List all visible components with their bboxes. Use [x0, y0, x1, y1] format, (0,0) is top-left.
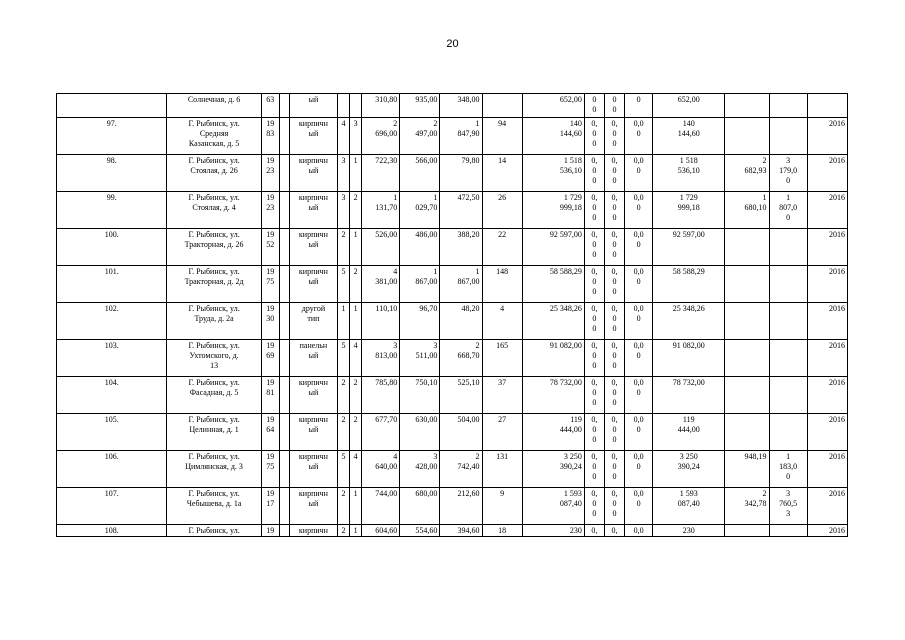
- cell-area-other: 1 847,90: [440, 118, 482, 155]
- table-row: [57, 155, 848, 192]
- cell-floors: 3: [338, 192, 350, 229]
- cell-blank1: [279, 266, 289, 303]
- cell-v1: 1 680,10: [725, 192, 769, 229]
- cell-residents: 14: [482, 155, 522, 192]
- cell-cost-total: 3 250 390,24: [522, 451, 584, 488]
- cell-f3: 0,0 0: [625, 451, 653, 488]
- cell-residents: 9: [482, 488, 522, 525]
- cell-entrances: [350, 94, 362, 118]
- cell-f3: 0,0 0: [625, 340, 653, 377]
- cell-residents: 148: [482, 266, 522, 303]
- cell-material: кирпичн ый: [289, 451, 337, 488]
- cell-address: Г. Рыбинск, ул. Ухтомского, д. 13: [167, 340, 261, 377]
- cell-floors: [338, 94, 350, 118]
- cell-residents: 18: [482, 525, 522, 537]
- cell-area-other: 525,10: [440, 377, 482, 414]
- cell-f1: 0 0: [584, 94, 604, 118]
- cell-v1: 2 342,78: [725, 488, 769, 525]
- table-row: [57, 414, 848, 451]
- cell-year: 63: [261, 94, 279, 118]
- cell-area-other: 48,20: [440, 303, 482, 340]
- cell-address: Солнечная, д. 6: [167, 94, 261, 118]
- cell-f2: 0, 0 0: [604, 377, 624, 414]
- cell-address: Г. Рыбинск, ул. Целинная, д. 1: [167, 414, 261, 451]
- cell-area-total: 744,00: [362, 488, 400, 525]
- table-row: [57, 488, 848, 525]
- cell-year: 19 17: [261, 488, 279, 525]
- cell-f1: 0, 0 0: [584, 340, 604, 377]
- cell-area-total: 110,10: [362, 303, 400, 340]
- cell-v2: [769, 525, 807, 537]
- cell-year-plan: 2016: [807, 377, 847, 414]
- cell-entrances: 3: [350, 118, 362, 155]
- cell-v2: 1 807,0 0: [769, 192, 807, 229]
- cell-residents: 165: [482, 340, 522, 377]
- cell-year-plan: 2016: [807, 414, 847, 451]
- cell-num: [57, 94, 167, 118]
- cell-cost-repair: 652,00: [653, 94, 725, 118]
- cell-material: кирпичн ый: [289, 155, 337, 192]
- cell-cost-repair: 1 518 536,10: [653, 155, 725, 192]
- cell-entrances: 1: [350, 525, 362, 537]
- cell-cost-total: 58 588,29: [522, 266, 584, 303]
- cell-residents: 94: [482, 118, 522, 155]
- cell-year: 19 23: [261, 155, 279, 192]
- cell-v1: 948,19: [725, 451, 769, 488]
- cell-v1: [725, 118, 769, 155]
- cell-cost-repair: 78 732,00: [653, 377, 725, 414]
- cell-cost-repair: 3 250 390,24: [653, 451, 725, 488]
- cell-residents: [482, 94, 522, 118]
- cell-blank1: [279, 155, 289, 192]
- cell-area-living: 566,00: [400, 155, 440, 192]
- cell-v1: [725, 377, 769, 414]
- cell-year-plan: 2016: [807, 229, 847, 266]
- cell-area-total: 604,60: [362, 525, 400, 537]
- cell-year: 19 81: [261, 377, 279, 414]
- table-body: [57, 94, 848, 537]
- cell-address: Г. Рыбинск, ул. Стоялая, д. 4: [167, 192, 261, 229]
- cell-residents: 37: [482, 377, 522, 414]
- cell-area-living: 630,00: [400, 414, 440, 451]
- cell-f2: 0, 0 0: [604, 155, 624, 192]
- cell-blank1: [279, 377, 289, 414]
- cell-entrances: 1: [350, 155, 362, 192]
- cell-entrances: 1: [350, 229, 362, 266]
- cell-year-plan: 2016: [807, 303, 847, 340]
- cell-floors: 1: [338, 303, 350, 340]
- cell-f2: 0, 0 0: [604, 118, 624, 155]
- cell-f2: 0,: [604, 525, 624, 537]
- cell-address: Г. Рыбинск, ул. Средняя Казанская, д. 5: [167, 118, 261, 155]
- cell-residents: 27: [482, 414, 522, 451]
- cell-cost-total: 1 593 087,40: [522, 488, 584, 525]
- cell-cost-total: 230: [522, 525, 584, 537]
- cell-v1: [725, 525, 769, 537]
- table-row: [57, 266, 848, 303]
- cell-blank1: [279, 303, 289, 340]
- cell-area-total: 722,30: [362, 155, 400, 192]
- cell-v2: 3 179,0 0: [769, 155, 807, 192]
- cell-year-plan: [807, 94, 847, 118]
- cell-f1: 0, 0 0: [584, 377, 604, 414]
- cell-area-other: 388,20: [440, 229, 482, 266]
- table-row: [57, 340, 848, 377]
- cell-address: Г. Рыбинск, ул. Фасадная, д. 5: [167, 377, 261, 414]
- cell-v2: [769, 377, 807, 414]
- cell-f1: 0, 0 0: [584, 155, 604, 192]
- cell-v2: [769, 94, 807, 118]
- cell-num: 101.: [57, 266, 167, 303]
- cell-area-other: 394,60: [440, 525, 482, 537]
- cell-blank1: [279, 525, 289, 537]
- cell-year: 19 23: [261, 192, 279, 229]
- table-row: [57, 192, 848, 229]
- cell-num: 106.: [57, 451, 167, 488]
- cell-cost-repair: 25 348,26: [653, 303, 725, 340]
- cell-year: 19 69: [261, 340, 279, 377]
- cell-year-plan: 2016: [807, 488, 847, 525]
- cell-material: кирпичн ый: [289, 192, 337, 229]
- cell-v2: [769, 229, 807, 266]
- cell-f1: 0, 0 0: [584, 118, 604, 155]
- cell-f1: 0, 0 0: [584, 229, 604, 266]
- cell-blank1: [279, 414, 289, 451]
- cell-address: Г. Рыбинск, ул. Стоялая, д. 26: [167, 155, 261, 192]
- cell-blank1: [279, 451, 289, 488]
- cell-year: 19: [261, 525, 279, 537]
- cell-f3: 0,0 0: [625, 155, 653, 192]
- cell-floors: 5: [338, 340, 350, 377]
- cell-num: 107.: [57, 488, 167, 525]
- cell-entrances: 1: [350, 488, 362, 525]
- cell-cost-repair: 58 588,29: [653, 266, 725, 303]
- cell-year-plan: 2016: [807, 340, 847, 377]
- cell-entrances: 2: [350, 266, 362, 303]
- cell-blank1: [279, 229, 289, 266]
- cell-residents: 22: [482, 229, 522, 266]
- cell-area-total: 785,80: [362, 377, 400, 414]
- cell-entrances: 4: [350, 451, 362, 488]
- cell-residents: 4: [482, 303, 522, 340]
- cell-v1: [725, 266, 769, 303]
- cell-f2: 0, 0 0: [604, 414, 624, 451]
- cell-f1: 0, 0 0: [584, 192, 604, 229]
- cell-cost-repair: 1 593 087,40: [653, 488, 725, 525]
- cell-blank1: [279, 340, 289, 377]
- cell-f1: 0, 0 0: [584, 266, 604, 303]
- cell-material: кирпичн ый: [289, 414, 337, 451]
- cell-f2: 0, 0 0: [604, 340, 624, 377]
- cell-area-living: 935,00: [400, 94, 440, 118]
- cell-v1: [725, 414, 769, 451]
- cell-year: 19 83: [261, 118, 279, 155]
- cell-f3: 0,0 0: [625, 118, 653, 155]
- cell-year-plan: 2016: [807, 525, 847, 537]
- table-row: [57, 525, 848, 537]
- cell-floors: 2: [338, 377, 350, 414]
- cell-area-other: 472,50: [440, 192, 482, 229]
- cell-f2: 0, 0 0: [604, 229, 624, 266]
- cell-blank1: [279, 192, 289, 229]
- cell-f1: 0,: [584, 525, 604, 537]
- cell-num: 103.: [57, 340, 167, 377]
- cell-address: Г. Рыбинск, ул.: [167, 525, 261, 537]
- cell-f3: 0,0 0: [625, 303, 653, 340]
- cell-v2: [769, 340, 807, 377]
- cell-floors: 5: [338, 451, 350, 488]
- cell-f3: 0: [625, 94, 653, 118]
- cell-year-plan: 2016: [807, 451, 847, 488]
- cell-cost-total: 1 518 536,10: [522, 155, 584, 192]
- cell-address: Г. Рыбинск, ул. Тракторная, д. 2д: [167, 266, 261, 303]
- cell-floors: 2: [338, 229, 350, 266]
- cell-year: 19 52: [261, 229, 279, 266]
- cell-year-plan: 2016: [807, 266, 847, 303]
- cell-entrances: 2: [350, 414, 362, 451]
- cell-cost-total: 119 444,00: [522, 414, 584, 451]
- cell-num: 98.: [57, 155, 167, 192]
- table-row: [57, 229, 848, 266]
- cell-num: 100.: [57, 229, 167, 266]
- cell-v2: 1 183,0 0: [769, 451, 807, 488]
- cell-f2: 0 0: [604, 94, 624, 118]
- cell-num: 97.: [57, 118, 167, 155]
- cell-area-total: 310,80: [362, 94, 400, 118]
- cell-material: кирпичн ый: [289, 229, 337, 266]
- table-row: [57, 94, 848, 118]
- cell-v1: [725, 303, 769, 340]
- cell-material: панельн ый: [289, 340, 337, 377]
- cell-v1: 2 682,93: [725, 155, 769, 192]
- cell-area-living: 750,10: [400, 377, 440, 414]
- cell-year-plan: 2016: [807, 192, 847, 229]
- cell-v2: 3 760,5 3: [769, 488, 807, 525]
- cell-area-living: 680,00: [400, 488, 440, 525]
- cell-area-other: 1 867,00: [440, 266, 482, 303]
- cell-f3: 0,0 0: [625, 266, 653, 303]
- cell-area-living: 1 029,70: [400, 192, 440, 229]
- cell-year-plan: 2016: [807, 118, 847, 155]
- cell-cost-repair: 1 729 999,18: [653, 192, 725, 229]
- table-row: [57, 303, 848, 340]
- cell-f1: 0, 0 0: [584, 488, 604, 525]
- cell-f3: 0,0: [625, 525, 653, 537]
- cell-material: другой тип: [289, 303, 337, 340]
- cell-floors: 2: [338, 414, 350, 451]
- cell-entrances: 2: [350, 192, 362, 229]
- cell-address: Г. Рыбинск, ул. Чебышева, д. 1а: [167, 488, 261, 525]
- cell-f3: 0,0 0: [625, 192, 653, 229]
- cell-cost-total: 78 732,00: [522, 377, 584, 414]
- cell-area-total: 4 381,00: [362, 266, 400, 303]
- cell-cost-repair: 92 597,00: [653, 229, 725, 266]
- cell-blank1: [279, 488, 289, 525]
- cell-entrances: 2: [350, 377, 362, 414]
- cell-cost-total: 652,00: [522, 94, 584, 118]
- cell-num: 99.: [57, 192, 167, 229]
- cell-area-total: 4 640,00: [362, 451, 400, 488]
- cell-material: кирпичн ый: [289, 488, 337, 525]
- cell-num: 104.: [57, 377, 167, 414]
- table-row: [57, 118, 848, 155]
- cell-cost-total: 25 348,26: [522, 303, 584, 340]
- cell-material: ый: [289, 94, 337, 118]
- cell-area-other: 504,00: [440, 414, 482, 451]
- cell-cost-total: 1 729 999,18: [522, 192, 584, 229]
- cell-area-total: 1 131,70: [362, 192, 400, 229]
- cell-entrances: 4: [350, 340, 362, 377]
- cell-cost-repair: 119 444,00: [653, 414, 725, 451]
- cell-f2: 0, 0 0: [604, 488, 624, 525]
- cell-material: кирпичн ый: [289, 266, 337, 303]
- cell-residents: 26: [482, 192, 522, 229]
- cell-f1: 0, 0 0: [584, 451, 604, 488]
- cell-address: Г. Рыбинск, ул. Цимлянская, д. 3: [167, 451, 261, 488]
- cell-floors: 2: [338, 488, 350, 525]
- cell-area-living: 1 867,00: [400, 266, 440, 303]
- cell-area-other: 79,80: [440, 155, 482, 192]
- cell-area-living: 486,00: [400, 229, 440, 266]
- cell-f1: 0, 0 0: [584, 414, 604, 451]
- cell-floors: 2: [338, 525, 350, 537]
- cell-area-total: 3 813,00: [362, 340, 400, 377]
- cell-blank1: [279, 118, 289, 155]
- cell-num: 108.: [57, 525, 167, 537]
- cell-year: 19 64: [261, 414, 279, 451]
- cell-area-total: 2 696,00: [362, 118, 400, 155]
- cell-area-living: 96,70: [400, 303, 440, 340]
- table-row: [57, 451, 848, 488]
- cell-f2: 0, 0 0: [604, 192, 624, 229]
- cell-area-total: 526,00: [362, 229, 400, 266]
- housing-repair-table: [56, 93, 848, 537]
- cell-f2: 0, 0 0: [604, 451, 624, 488]
- cell-residents: 131: [482, 451, 522, 488]
- cell-area-other: 2 742,40: [440, 451, 482, 488]
- cell-area-other: 212,60: [440, 488, 482, 525]
- cell-material: кирпичн: [289, 525, 337, 537]
- cell-f2: 0, 0 0: [604, 266, 624, 303]
- cell-area-living: 554,60: [400, 525, 440, 537]
- cell-year: 19 75: [261, 451, 279, 488]
- cell-f3: 0,0 0: [625, 488, 653, 525]
- cell-address: Г. Рыбинск, ул. Труда, д. 2а: [167, 303, 261, 340]
- cell-material: кирпичн ый: [289, 118, 337, 155]
- cell-area-living: 2 497,00: [400, 118, 440, 155]
- cell-num: 102.: [57, 303, 167, 340]
- cell-num: 105.: [57, 414, 167, 451]
- cell-area-total: 677,70: [362, 414, 400, 451]
- cell-f1: 0, 0 0: [584, 303, 604, 340]
- cell-cost-total: 140 144,60: [522, 118, 584, 155]
- cell-cost-total: 92 597,00: [522, 229, 584, 266]
- cell-floors: 5: [338, 266, 350, 303]
- cell-f2: 0, 0 0: [604, 303, 624, 340]
- cell-area-living: 3 511,00: [400, 340, 440, 377]
- cell-area-other: 2 668,70: [440, 340, 482, 377]
- cell-v1: [725, 94, 769, 118]
- cell-address: Г. Рыбинск, ул. Тракторная, д. 26: [167, 229, 261, 266]
- cell-year: 19 30: [261, 303, 279, 340]
- cell-cost-total: 91 082,00: [522, 340, 584, 377]
- cell-entrances: 1: [350, 303, 362, 340]
- cell-v2: [769, 118, 807, 155]
- cell-v1: [725, 229, 769, 266]
- cell-blank1: [279, 94, 289, 118]
- cell-year: 19 75: [261, 266, 279, 303]
- cell-floors: 4: [338, 118, 350, 155]
- cell-v2: [769, 414, 807, 451]
- cell-area-living: 3 428,00: [400, 451, 440, 488]
- cell-year-plan: 2016: [807, 155, 847, 192]
- cell-f3: 0,0 0: [625, 229, 653, 266]
- cell-f3: 0,0 0: [625, 414, 653, 451]
- cell-v2: [769, 266, 807, 303]
- page-number: 20: [446, 38, 459, 50]
- cell-v1: [725, 340, 769, 377]
- cell-material: кирпичн ый: [289, 377, 337, 414]
- table-row: [57, 377, 848, 414]
- cell-area-other: 348,00: [440, 94, 482, 118]
- cell-cost-repair: 140 144,60: [653, 118, 725, 155]
- cell-cost-repair: 91 082,00: [653, 340, 725, 377]
- cell-floors: 3: [338, 155, 350, 192]
- cell-f3: 0,0 0: [625, 377, 653, 414]
- cell-cost-repair: 230: [653, 525, 725, 537]
- cell-v2: [769, 303, 807, 340]
